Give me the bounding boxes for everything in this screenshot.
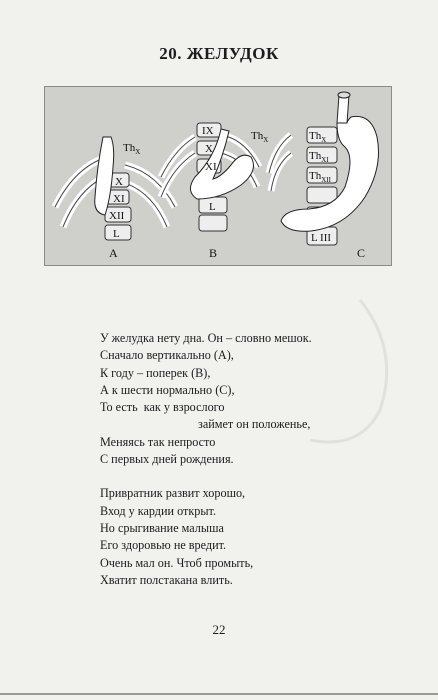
poem-line: К году – поперек (В), xyxy=(100,365,211,380)
poem xyxy=(100,330,400,589)
poem-line: У желудка нету дна. Он – словно мешок. xyxy=(100,331,312,345)
poem-line: Вход у кардии открыт. xyxy=(100,503,217,518)
bottom-rule xyxy=(0,693,438,695)
label-x-a: X xyxy=(115,176,123,188)
panel-b-drawing xyxy=(161,123,259,231)
stomach-illustration xyxy=(45,87,391,265)
stomach-development-figure xyxy=(44,86,392,266)
panel-b-label: В xyxy=(209,246,218,260)
label-l-b: L xyxy=(209,201,216,213)
poem-line: Меняясь так непросто xyxy=(100,434,216,449)
label-th-xii-c: $Th_{XII}$ xyxy=(309,170,331,184)
poem-line: займет он положенье, xyxy=(198,417,311,432)
poem-line: Очень мал он. Чтоб промыть, xyxy=(100,555,254,570)
poem-line: Сначало вертикально (А), xyxy=(100,348,234,363)
page-title: 20. ЖЕЛУДОК xyxy=(159,44,279,63)
label-x-b: X xyxy=(205,143,213,155)
label-xi-b: XI xyxy=(205,161,217,173)
panel-a-label: А xyxy=(109,246,118,260)
poem-line: Его здоровью не вредит. xyxy=(100,538,227,553)
label-xi-a: XI xyxy=(113,193,125,205)
poem-line: То есть как у взрослого xyxy=(100,400,225,415)
stanza-gap xyxy=(100,468,400,485)
label-l-iii-c: L III xyxy=(311,232,332,244)
label-th-x-b: $Th_X$ xyxy=(251,130,269,144)
panel-c-drawing xyxy=(269,92,379,245)
label-th-x-c: $Th_X$ xyxy=(309,130,327,144)
page-number: 22 xyxy=(212,622,226,637)
panel-c-label: С xyxy=(357,246,366,260)
poem-line: Привратник развит хорошо, xyxy=(100,486,246,501)
poem-line: Но срыгивание малыша xyxy=(100,520,224,535)
label-th-x-a: $Th_X$ xyxy=(123,142,141,156)
poem-line: Хватит полстакана влить. xyxy=(100,572,233,587)
panel-a-drawing xyxy=(55,137,175,240)
poem-line: А к шести нормально (С), xyxy=(100,382,235,397)
poem-line: С первых дней рождения. xyxy=(100,452,234,467)
label-l-a: L xyxy=(113,228,120,240)
label-ix-b: IX xyxy=(202,125,214,137)
label-xii-a: XII xyxy=(109,210,125,222)
label-th-xi-c: $Th_{XI}$ xyxy=(309,150,329,164)
